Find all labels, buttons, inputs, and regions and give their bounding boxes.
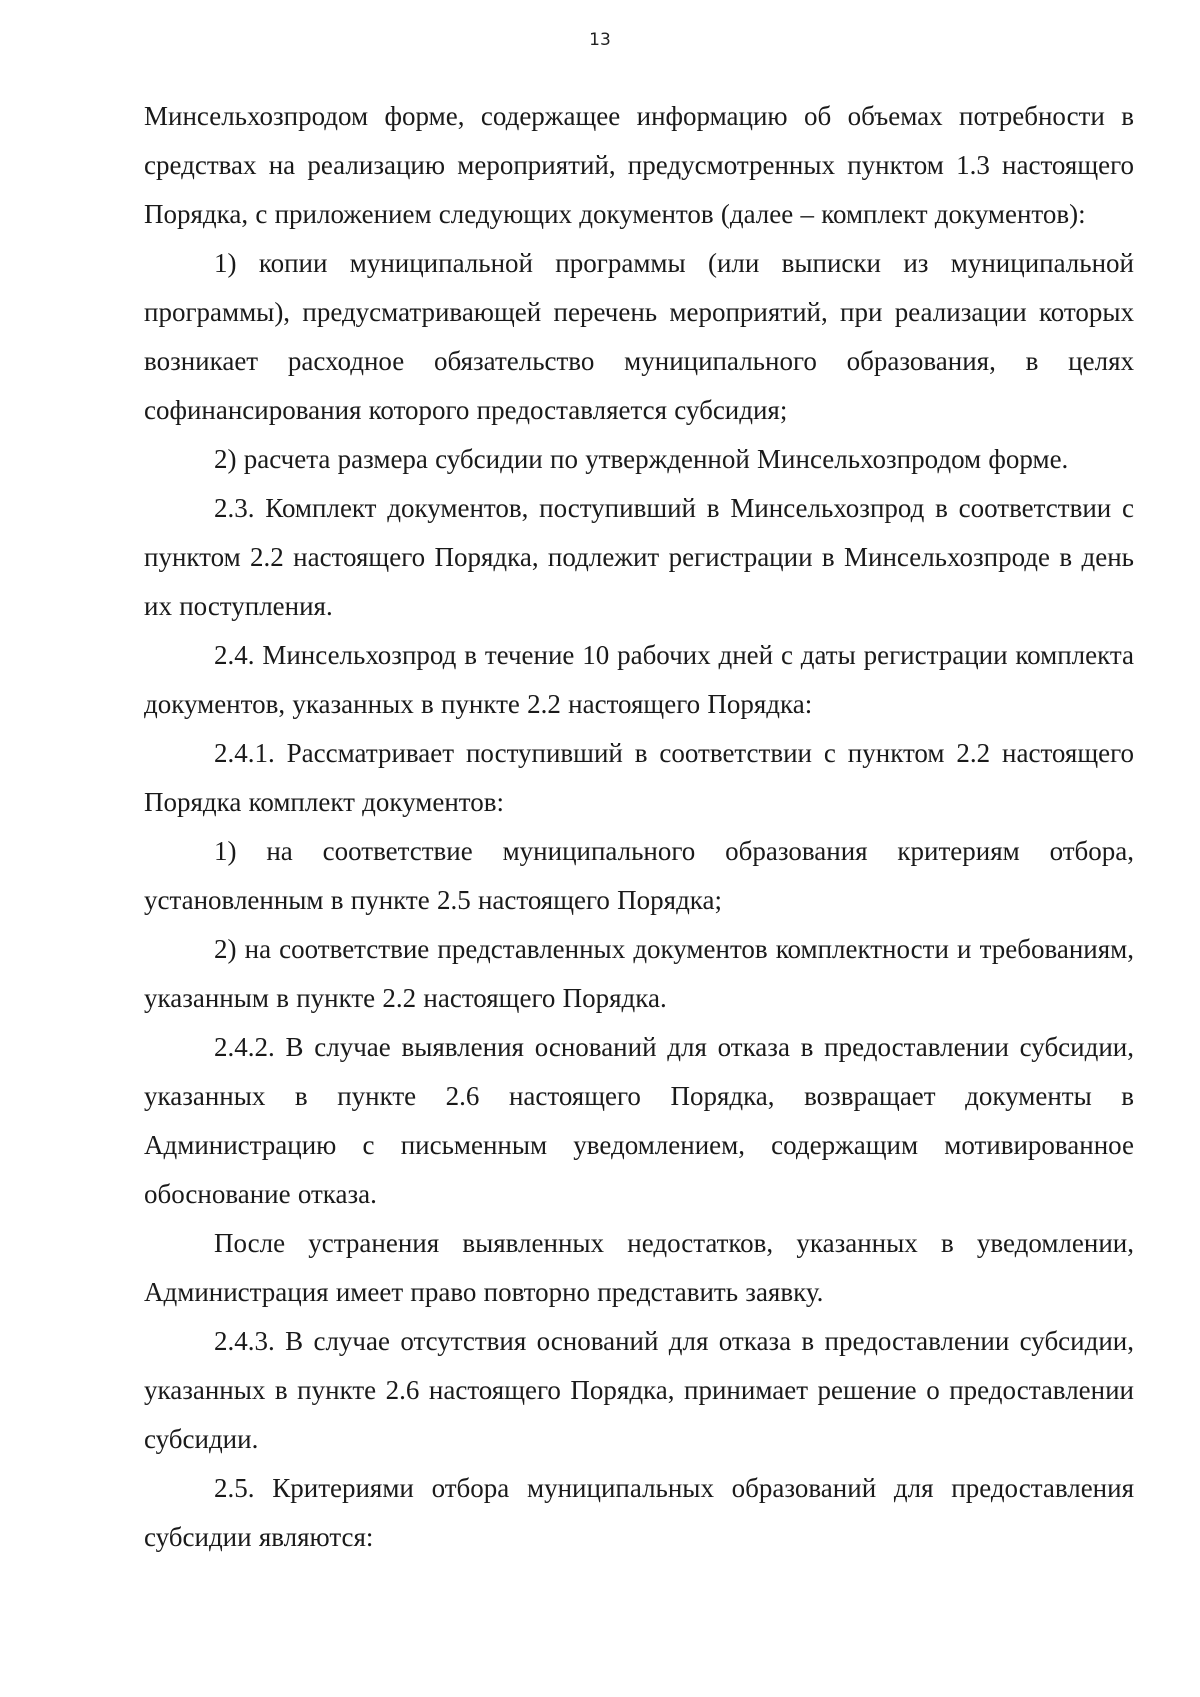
paragraph-2-4-1-item-2: 2) на соответствие представленных документов комплектности и требованиям, указанным в пункте 2.2 настоящего Порядка. xyxy=(144,934,1134,1013)
paragraph-2-5: 2.5. Критериями отбора муниципальных образований для предоставления субсидии являются: xyxy=(144,1473,1134,1552)
paragraph-2-3: 2.3. Комплект документов, поступивший в Минсельхозпрод в соответствии с пунктом 2.2 настоящего Порядка, подлежит регистрации в Минсельхозпроде в день их поступления. xyxy=(144,493,1134,621)
paragraph-2-4-1-item-1: 1) на соответствие муниципального образования критериям отбора, установленным в пункте 2.5 настоящего Порядка; xyxy=(144,836,1134,915)
paragraph-2-4-3: 2.4.3. В случае отсутствия оснований для отказа в предоставлении субсидии, указанных в пункте 2.6 настоящего Порядка, принимает решение о предоставлении субсидии. xyxy=(144,1326,1134,1454)
paragraph-2-4-2: 2.4.2. В случае выявления оснований для отказа в предоставлении субсидии, указанных в пункте 2.6 настоящего Порядка, возвращает документы в Администрацию с письменным уведомлением, содержащим мотивированное обоснование отказа. xyxy=(144,1032,1134,1209)
document-body xyxy=(144,92,1134,1562)
paragraph-2-4-1: 2.4.1. Рассматривает поступивший в соответствии с пунктом 2.2 настоящего Порядка комплект документов: xyxy=(144,738,1134,817)
paragraph-2-4: 2.4. Минсельхозпрод в течение 10 рабочих дней с даты регистрации комплекта документов, указанных в пункте 2.2 настоящего Порядка: xyxy=(144,640,1134,719)
paragraph-continuation: Минсельхозпродом форме, содержащее информацию об объемах потребности в средствах на реализацию мероприятий, предусмотренных пунктом 1.3 настоящего Порядка, с приложением следующих документов (далее – комплект документов): xyxy=(144,101,1134,229)
paragraph-item-2-subsidy-calculation: 2) расчета размера субсидии по утвержденной Минсельхозпродом форме. xyxy=(214,444,1069,474)
page-number: 13 xyxy=(589,30,611,50)
paragraph-resubmission: После устранения выявленных недостатков, указанных в уведомлении, Администрация имеет право повторно представить заявку. xyxy=(144,1228,1134,1307)
paragraph-item-1-program-copy: 1) копии муниципальной программы (или выписки из муниципальной программы), предусматривающей перечень мероприятий, при реализации которых возникает расходное обязательство муниципального образования, в целях софинансирования которого предоставляется субсидия; xyxy=(144,248,1134,425)
